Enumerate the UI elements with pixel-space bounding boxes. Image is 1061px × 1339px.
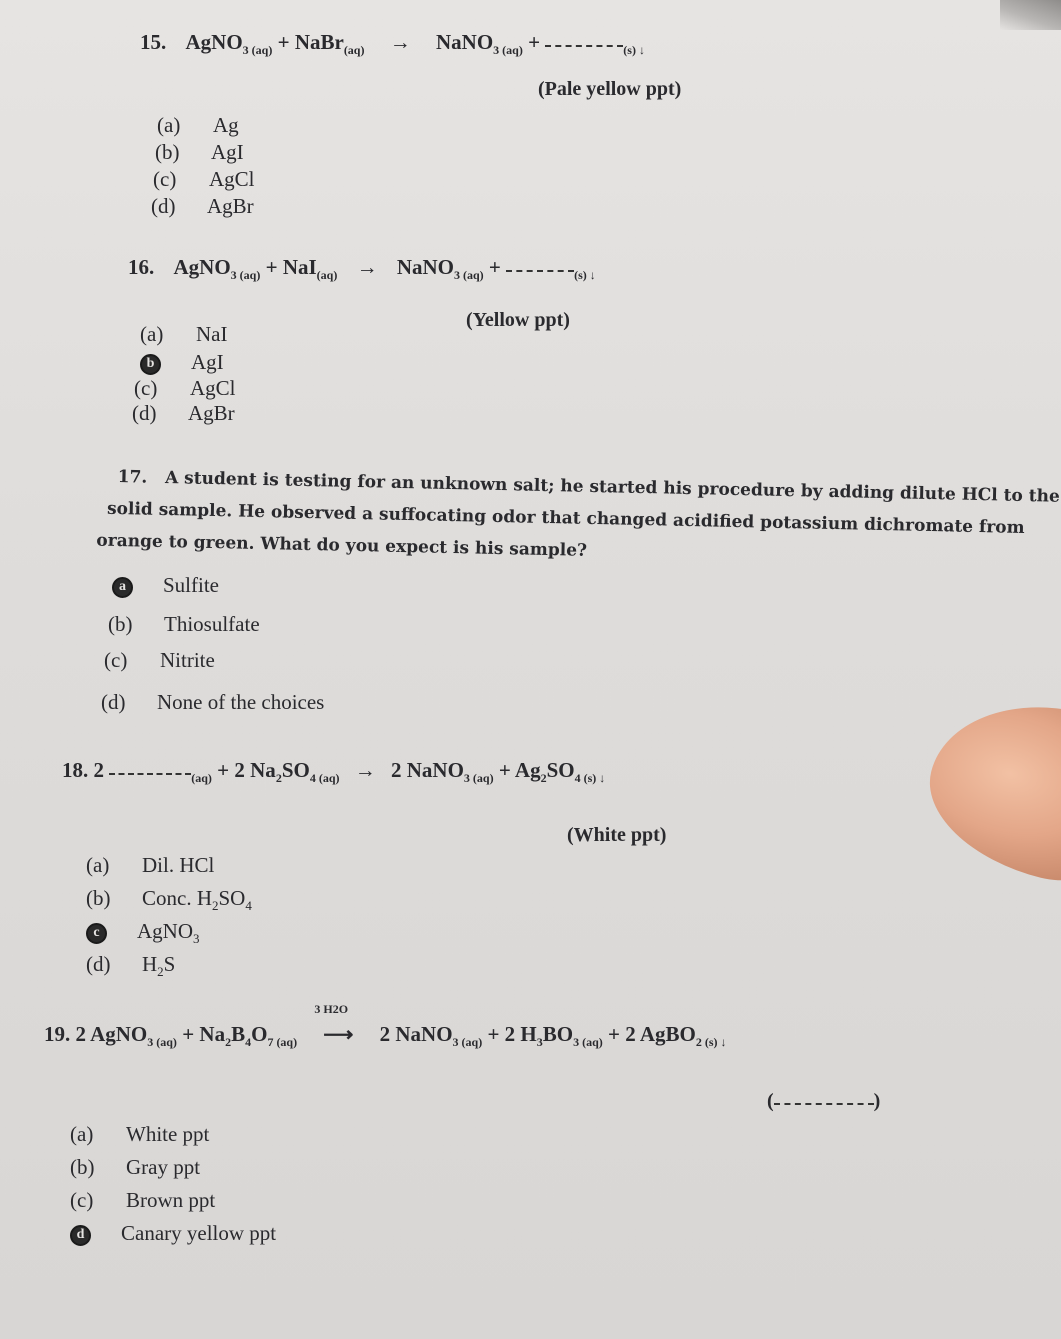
page-corner-shadow: [1000, 0, 1061, 30]
selected-answer-mark: d: [70, 1225, 91, 1246]
selected-answer-mark: c: [86, 923, 107, 944]
selected-answer-mark: a: [112, 577, 133, 598]
q17-text: 17. A student is testing for an unknown salt; he started his procedure by adding dilute HCl to the solid sample. He observed a suffocating odor that changed acidified potassium dichromate from orange to green. What do you expect is his sample?: [96, 466, 1060, 561]
q19-answer-blank[interactable]: ( ): [767, 1090, 881, 1112]
q15-answer-blank[interactable]: [545, 33, 623, 47]
q19-option-c[interactable]: (c) Brown ppt: [70, 1188, 216, 1212]
q16-option-b[interactable]: b AgI: [140, 350, 224, 375]
q17-option-d[interactable]: (d) None of the choices: [101, 690, 325, 714]
q17-option-a[interactable]: a Sulfite: [112, 573, 219, 598]
q16-option-d[interactable]: (d) AgBr: [132, 401, 235, 425]
q19-option-d[interactable]: d Canary yellow ppt: [70, 1221, 276, 1246]
q15-option-a[interactable]: (a) Ag: [157, 113, 239, 137]
q15-equation: 15. AgNO$_{3 (aq)}$ + NaBr$_{(aq)}$ → NaNO$_{3 (aq)}$ + $_{(s) ↓}$: [140, 30, 645, 58]
q18-option-d[interactable]: (d) $H_2S$: [86, 952, 176, 980]
q15-option-c[interactable]: (c) AgCl: [153, 167, 255, 191]
q16-note: (Yellow ppt): [466, 309, 570, 331]
q16-option-c[interactable]: (c) AgCl: [134, 376, 236, 400]
q19-option-b[interactable]: (b) Gray ppt: [70, 1155, 201, 1179]
q19-option-a[interactable]: (a) White ppt: [70, 1122, 210, 1146]
q18-option-c[interactable]: c AgNO$_3$: [86, 919, 200, 947]
q17-option-c[interactable]: (c) Nitrite: [104, 648, 215, 672]
fingertip-image: [913, 681, 1061, 899]
q15-option-b[interactable]: (b) AgI: [155, 140, 244, 164]
q18-answer-blank[interactable]: [109, 761, 191, 775]
q18-option-a[interactable]: (a) Dil. HCl: [86, 853, 215, 877]
q16-option-a[interactable]: (a) NaI: [140, 322, 228, 346]
q18-option-b[interactable]: (b) Conc. $H_2SO_4$: [86, 886, 252, 914]
q16-equation: 16. AgNO$_{3 (aq)}$ + NaI$_{(aq)}$ → NaNO$_{3 (aq)}$ + $_{(s) ↓}$: [128, 255, 596, 283]
q19-equation: 19. 2 AgNO$_{3 (aq)}$ + $Na_2B_4O_{7 (aq)}$ 3 H2O ⟶ 2 NaNO$_{3 (aq)}$ + 2 $H_3BO_{3 (aq)} + 2$ AgBO$_{2 (s) ↓}$: [44, 1002, 727, 1050]
q18-note: (White ppt): [567, 824, 667, 846]
q16-answer-blank[interactable]: [506, 258, 574, 272]
q15-option-d[interactable]: (d) AgBr: [151, 194, 254, 218]
q19-reaction-arrow: 3 H2O ⟶: [314, 1002, 354, 1046]
q15-note: (Pale yellow ppt): [538, 78, 682, 100]
selected-answer-mark: b: [140, 354, 161, 375]
q18-equation: 18. 2 $_{(aq)}$ + 2 $Na_2SO_{4 (aq)} \to 2$ NaNO$_{3 (aq)}$ + $Ag_2SO_{4 (s) ↓}$: [62, 758, 606, 786]
q17-option-b[interactable]: (b) Thiosulfate: [108, 612, 260, 636]
